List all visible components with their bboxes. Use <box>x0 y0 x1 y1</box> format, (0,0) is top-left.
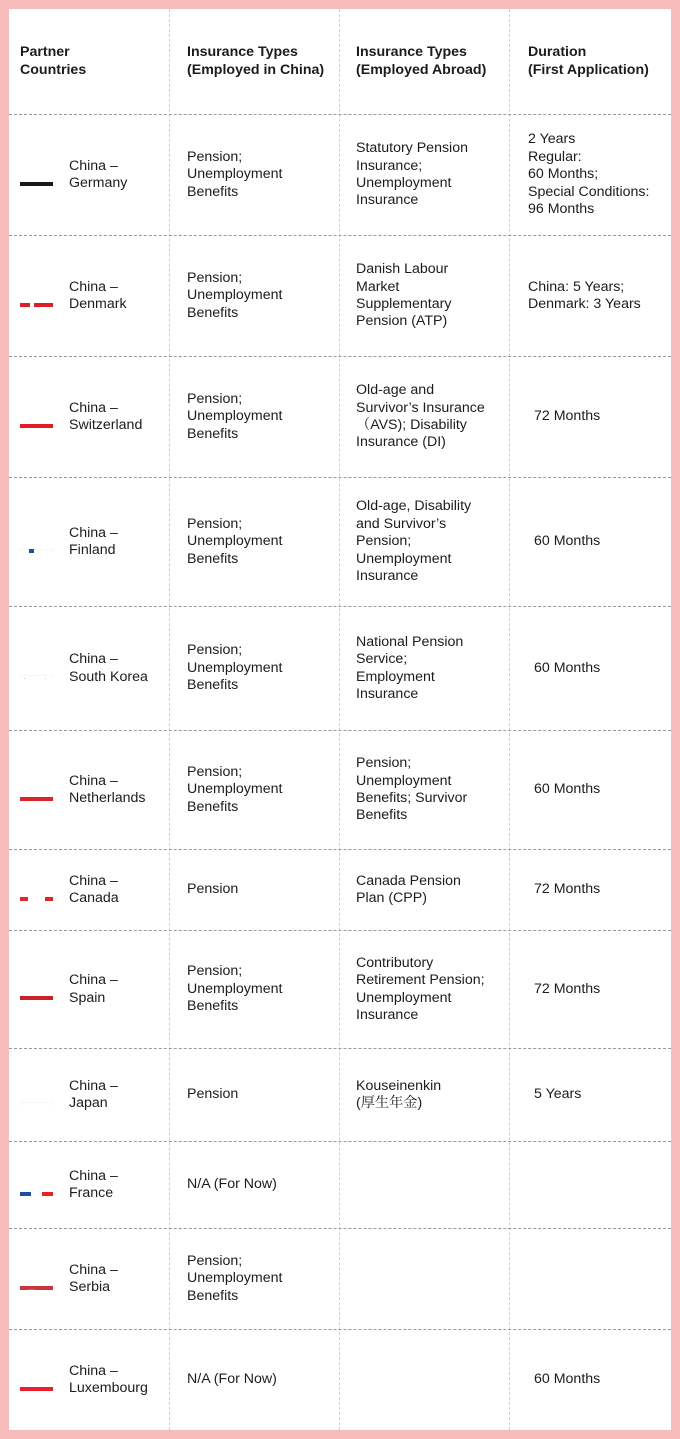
employed-abroad-cell: Canada Pension Plan (CPP) <box>356 872 461 906</box>
country-name: China – Switzerland <box>69 399 143 433</box>
employed-in-china-cell: Pension; Unemployment Benefits <box>187 963 283 1015</box>
employed-abroad-cell <box>356 1142 506 1228</box>
employed-in-china-cell: Pension <box>187 1086 239 1103</box>
duration-cell: China: 5 Years; Denmark: 3 Years <box>528 278 641 312</box>
duration-cell <box>534 1142 676 1228</box>
country-name: China – Japan <box>69 1077 118 1111</box>
employed-in-china-cell: Pension; Unemployment Benefits <box>187 148 283 200</box>
employed-abroad-cell: Danish Labour Market Supplementary Pension (ATP) <box>356 261 452 330</box>
duration-cell: 72 Months <box>534 881 601 898</box>
duration-cell: 60 Months <box>534 533 601 550</box>
country-name: China – Germany <box>69 157 128 191</box>
country-name: China – Denmark <box>69 278 127 312</box>
employed-abroad-cell <box>356 1330 506 1430</box>
canada-flag-icon <box>20 880 53 901</box>
employed-abroad-cell: Pension; Unemployment Benefits; Survivor Benefits <box>356 755 468 824</box>
duration-cell: 2 Years Regular: 60 Months; Special Conditions: 96 Months <box>528 131 650 218</box>
table-row <box>9 478 671 607</box>
employed-in-china-cell: Pension; Unemployment Benefits <box>187 642 283 694</box>
table-row <box>9 931 671 1049</box>
france-flag-icon <box>20 1175 53 1196</box>
employed-in-china-cell: Pension; Unemployment Benefits <box>187 390 283 442</box>
finland-flag-icon <box>20 532 53 553</box>
germany-flag-icon <box>20 165 53 186</box>
table-row <box>9 1229 671 1330</box>
table-row <box>9 850 671 931</box>
country-name: China – France <box>69 1167 118 1201</box>
netherlands-flag-icon <box>20 780 53 801</box>
employed-in-china-cell: Pension; Unemployment Benefits <box>187 269 283 321</box>
table-row <box>9 1142 671 1229</box>
country-name: China – Canada <box>69 872 119 906</box>
employed-in-china-cell: N/A (For Now) <box>187 1176 277 1193</box>
header-duration: Duration (First Application) <box>528 44 649 78</box>
duration-cell <box>534 1229 676 1329</box>
duration-cell: 60 Months <box>534 1371 601 1388</box>
table-row <box>9 1330 671 1430</box>
denmark-flag-icon <box>20 286 53 307</box>
employed-abroad-cell: Kouseinenkin (厚生年金) <box>356 1077 442 1111</box>
employed-abroad-cell: National Pension Service; Employment Insurance <box>356 633 464 702</box>
employed-abroad-cell: Old-age and Survivor’s Insurance （AVS); Disability Insurance (DI) <box>356 382 485 451</box>
duration-cell: 72 Months <box>534 980 601 997</box>
employed-in-china-cell: Pension <box>187 881 239 898</box>
header-partner-countries: Partner Countries <box>20 44 87 78</box>
header-employed-abroad: Insurance Types (Employed Abroad) <box>356 44 487 78</box>
serbia-flag-icon <box>20 1269 53 1290</box>
japan-flag-icon <box>20 1085 53 1106</box>
table-row <box>9 115 671 236</box>
country-name: China – Netherlands <box>69 772 146 806</box>
employed-abroad-cell <box>356 1229 506 1329</box>
table-row <box>9 357 671 478</box>
country-name: China – Finland <box>69 524 118 558</box>
table-header <box>9 9 671 115</box>
duration-cell: 72 Months <box>534 408 601 425</box>
duration-cell: 60 Months <box>534 781 601 798</box>
south-korea-flag-icon <box>20 658 53 679</box>
duration-cell: 60 Months <box>534 659 601 676</box>
country-name: China – Serbia <box>69 1261 118 1295</box>
employed-in-china-cell: N/A (For Now) <box>187 1371 277 1388</box>
table-row <box>9 731 671 850</box>
spain-flag-icon <box>20 979 53 1000</box>
agreements-table <box>9 9 671 1430</box>
switzerland-flag-icon <box>20 407 53 428</box>
table-row <box>9 236 671 357</box>
employed-abroad-cell: Old-age, Disability and Survivor’s Pension; Unemployment Insurance <box>356 498 472 585</box>
duration-cell: 5 Years <box>534 1086 582 1103</box>
luxembourg-flag-icon <box>20 1370 53 1391</box>
table-row <box>9 607 671 731</box>
employed-abroad-cell: Contributory Retirement Pension; Unemployment Insurance <box>356 954 485 1023</box>
country-name: China – Spain <box>69 972 118 1006</box>
country-name: China – Luxembourg <box>69 1362 148 1396</box>
header-employed-in-china: Insurance Types (Employed in China) <box>187 44 325 78</box>
country-name: China – South Korea <box>69 651 148 685</box>
employed-in-china-cell: Pension; Unemployment Benefits <box>187 763 283 815</box>
employed-in-china-cell: Pension; Unemployment Benefits <box>187 515 283 567</box>
employed-abroad-cell: Statutory Pension Insurance; Unemployment Insurance <box>356 140 468 209</box>
employed-in-china-cell: Pension; Unemployment Benefits <box>187 1252 283 1304</box>
table-row <box>9 1049 671 1142</box>
